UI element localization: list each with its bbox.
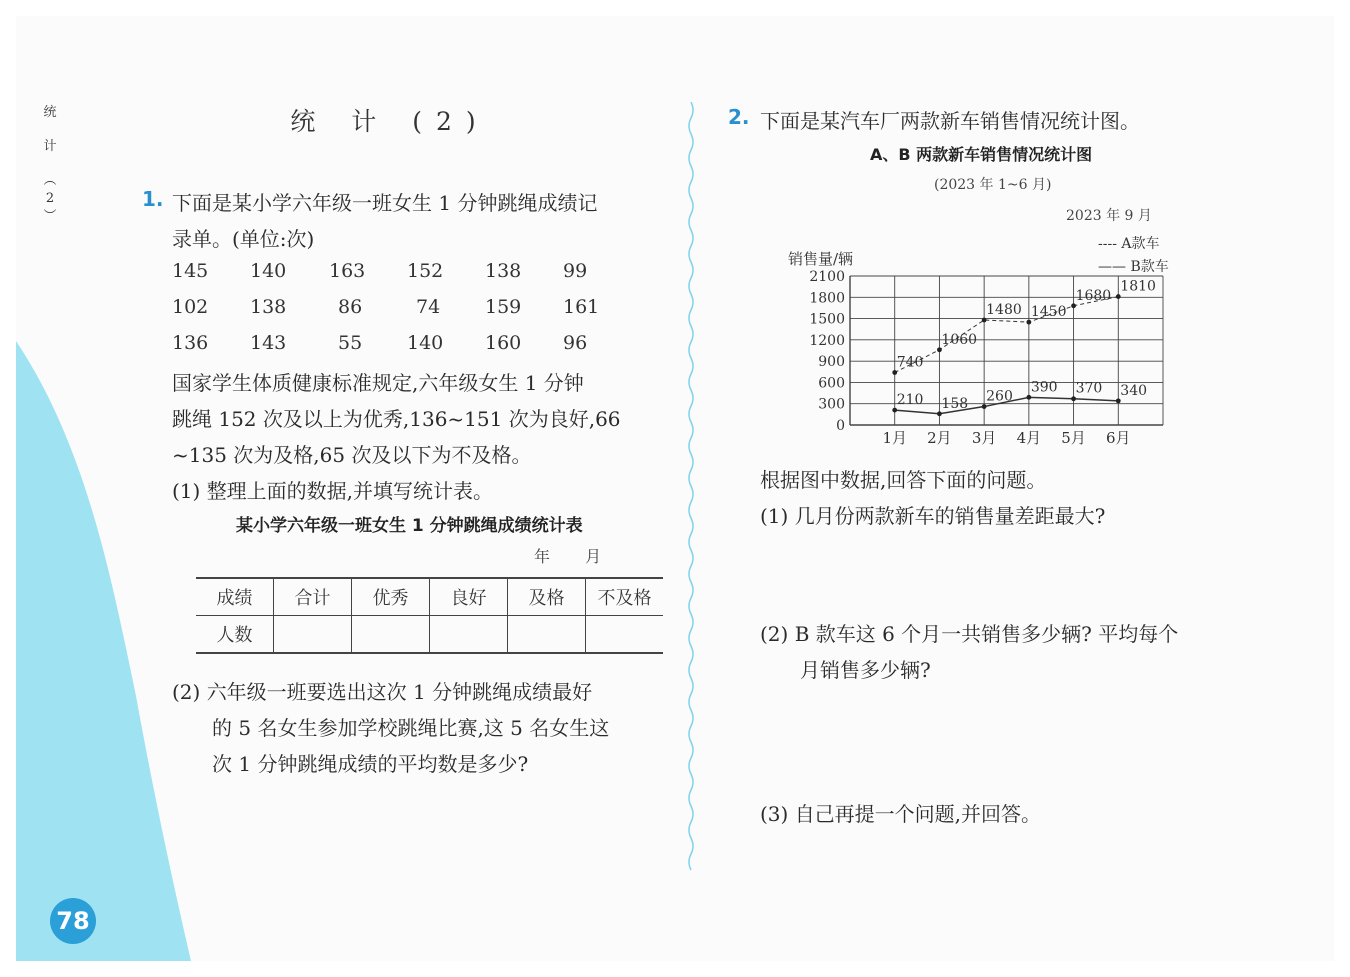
y-tick-label: 300 (818, 396, 845, 413)
score-cell: 138 (485, 260, 522, 282)
q1-part2-line: (2) 六年级一班要选出这次 1 分钟跳绳成绩最好 (172, 680, 593, 704)
data-label: 158 (941, 395, 969, 412)
table-blank-cell[interactable] (274, 616, 352, 654)
data-point (937, 347, 942, 352)
data-label: 740 (896, 354, 924, 371)
table-header-cell: 不及格 (586, 578, 664, 616)
score-cell: 145 (172, 260, 209, 282)
chart-date: 2023 年 9 月 (1066, 208, 1152, 224)
question-1-number: 1. (142, 187, 164, 211)
score-cell: 96 (563, 332, 588, 354)
score-cell: 152 (407, 260, 444, 282)
data-point (1116, 398, 1121, 403)
score-cell: 99 (563, 260, 588, 282)
data-label: 1480 (986, 301, 1022, 318)
y-tick-label: 1200 (809, 332, 845, 349)
q1-text-line: 录单。(单位:次) (172, 227, 315, 251)
data-point (937, 411, 942, 416)
table-title: 某小学六年级一班女生 1 分钟跳绳成绩统计表 (236, 516, 583, 536)
score-cell: 163 (329, 260, 366, 282)
score-cell: 159 (485, 296, 522, 318)
q1-text-line: 下面是某小学六年级一班女生 1 分钟跳绳成绩记 (172, 191, 598, 215)
page-number: 78 (50, 898, 96, 944)
q1-part2-line: 次 1 分钟跳绳成绩的平均数是多少? (212, 752, 529, 776)
data-point (982, 404, 987, 409)
score-cell: 140 (407, 332, 444, 354)
data-point (1071, 396, 1076, 401)
score-cell: 86 (338, 296, 363, 318)
standard-line: ~135 次为及格,65 次及以下为不及格。 (172, 443, 532, 467)
score-cell: 138 (250, 296, 287, 318)
q2-follow: 根据图中数据,回答下面的问题。 (760, 468, 1047, 492)
table-header-cell: 优秀 (352, 578, 430, 616)
data-point (1026, 320, 1031, 325)
score-cell: 136 (172, 332, 209, 354)
data-label: 370 (1075, 380, 1103, 397)
q2-part3: (3) 自己再提一个问题,并回答。 (760, 802, 1042, 826)
column-divider (685, 102, 697, 872)
line-chart (760, 236, 1200, 452)
score-cell: 143 (250, 332, 287, 354)
q1-part2-line: 的 5 名女生参加学校跳绳比赛,这 5 名女生这 (212, 716, 610, 740)
data-label: 340 (1120, 382, 1148, 399)
q2-part2-line: 月销售多少辆? (800, 658, 931, 682)
question-2-number: 2. (728, 105, 750, 129)
data-label: 1680 (1075, 287, 1112, 304)
table-header-cell: 合计 (274, 578, 352, 616)
data-label: 260 (986, 388, 1013, 405)
score-cell: 55 (338, 332, 363, 354)
legend-entry: ---- A款车 (1098, 236, 1160, 252)
side-chapter-label: 统 计 ︵ 2 ︶ (43, 105, 57, 224)
y-tick-label: 600 (818, 375, 845, 392)
y-tick-label: 1800 (809, 290, 845, 307)
data-label: 1060 (941, 331, 978, 348)
score-cell: 74 (416, 296, 441, 318)
data-label: 210 (896, 392, 924, 409)
data-point (1026, 395, 1031, 400)
standard-line: 国家学生体质健康标准规定,六年级女生 1 分钟 (172, 371, 584, 395)
table-header-row (196, 578, 663, 616)
table-blank-cell[interactable] (586, 616, 664, 654)
y-tick-label: 1500 (809, 311, 845, 328)
table-date: 年 月 (534, 547, 602, 566)
chart-title: A、B 两款新车销售情况统计图 (870, 145, 1093, 164)
q2-part2-line: (2) B 款车这 6 个月一共销售多少辆? 平均每个 (760, 622, 1179, 646)
data-point (1116, 294, 1121, 299)
data-label: 1810 (1120, 278, 1156, 295)
y-tick-label: 0 (836, 418, 845, 434)
table-header-cell: 成绩 (196, 578, 274, 616)
x-tick-label: 3月 (971, 429, 997, 447)
q1-part1: (1) 整理上面的数据,并填写统计表。 (172, 479, 494, 503)
q2-text: 下面是某汽车厂两款新车销售情况统计图。 (760, 109, 1140, 133)
data-label: 1450 (1030, 304, 1067, 321)
data-point (982, 318, 987, 323)
y-axis-label: 销售量/辆 (788, 250, 854, 268)
page-title: 统 计 (2) (290, 107, 490, 136)
table-blank-cell[interactable] (508, 616, 586, 654)
table-header-cell: 良好 (430, 578, 508, 616)
x-tick-label: 4月 (1016, 429, 1042, 447)
standard-line: 跳绳 152 次及以上为优秀,136~151 次为良好,66 (172, 407, 621, 431)
legend-entry: —— B款车 (1098, 259, 1169, 275)
score-cell: 140 (250, 260, 287, 282)
score-cell: 102 (172, 296, 209, 318)
table-header-cell: 及格 (508, 578, 586, 616)
table-row (196, 616, 663, 654)
data-point (892, 408, 897, 413)
y-tick-label: 900 (818, 354, 845, 371)
q2-part1: (1) 几月份两款新车的销售量差距最大? (760, 504, 1106, 528)
table-blank-cell[interactable] (352, 616, 430, 654)
x-tick-label: 2月 (927, 429, 952, 447)
table-blank-cell[interactable] (430, 616, 508, 654)
x-tick-label: 6月 (1106, 429, 1131, 447)
score-cell: 160 (485, 332, 522, 354)
stat-table (196, 577, 663, 654)
y-tick-label: 2100 (809, 269, 845, 285)
x-tick-label: 5月 (1061, 429, 1086, 447)
score-cell: 161 (563, 296, 600, 318)
x-tick-label: 1月 (882, 429, 907, 447)
data-label: 390 (1030, 379, 1058, 396)
data-point (892, 370, 897, 375)
table-row-label: 人数 (196, 616, 274, 654)
data-point (1071, 303, 1076, 308)
chart-subtitle: (2023 年 1~6 月) (934, 177, 1052, 193)
